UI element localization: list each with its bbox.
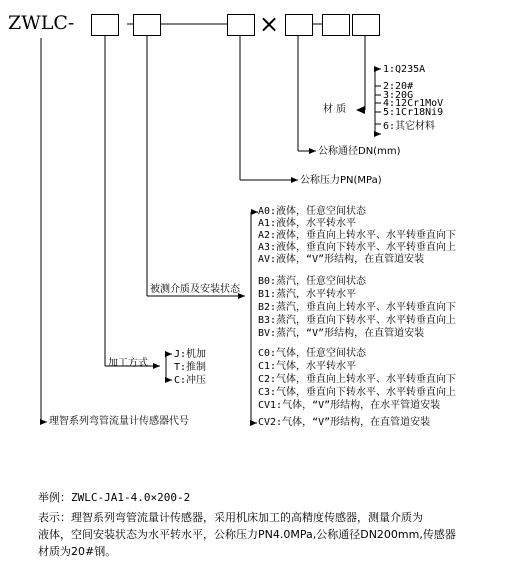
code-box-medium xyxy=(227,14,255,36)
material-option: 3:20G xyxy=(383,90,414,101)
medium-option: C1:气体，水平转水平 xyxy=(258,361,357,372)
medium-option: B3:蒸汽，垂直向下转水平、水平转垂直向上 xyxy=(258,315,457,326)
medium-option: A2:液体，垂直向上转水平、水平转垂直向下 xyxy=(258,230,457,241)
medium-label: 被测介质及安装状态 xyxy=(150,284,240,295)
nominal-pressure-label: 公称压力PN(MPa) xyxy=(300,175,382,186)
medium-option: CV1:气体，“V”形结构，在水平管道安装 xyxy=(258,400,441,411)
medium-option: B2:蒸汽，垂直向上转水平、水平转垂直向下 xyxy=(258,302,457,313)
processing-label: 加工方式 xyxy=(108,358,148,369)
material-option: 5:1Cr18Ni9 xyxy=(383,107,444,118)
medium-option: A0:液体，任意空间状态 xyxy=(258,206,367,217)
model-prefix: ZWLC- xyxy=(8,12,75,34)
material-label: 材 质 xyxy=(323,104,347,115)
medium-option: C0:气体，任意空间状态 xyxy=(258,348,367,359)
medium-option: C3:气体，垂直向下转水平、水平转垂直向上 xyxy=(258,387,457,398)
material-option: 6:其它材料 xyxy=(383,121,436,132)
description-line: 表示：理智系列弯管流量计传感器，采用机床加工的高精度传感器，测量介质为 xyxy=(38,511,423,524)
medium-option: C2:气体，垂直向上转水平、水平转垂直向下 xyxy=(258,374,457,385)
code-box-pressure xyxy=(285,14,313,36)
processing-option: J:机加 xyxy=(174,349,207,360)
medium-option: A1:液体，水平转水平 xyxy=(258,218,357,229)
nominal-diameter-label: 公称通径DN(mm) xyxy=(318,146,401,157)
medium-option: BV:蒸汽，“V”形结构，在直管道安装 xyxy=(258,328,425,339)
material-option: 4:12Cr1MoV xyxy=(383,98,444,109)
processing-option: C:冲压 xyxy=(174,375,207,386)
medium-option: A3:液体，垂直向下转水平、水平转垂直向上 xyxy=(258,242,457,253)
medium-option: B0:蒸汽，任意空间状态 xyxy=(258,276,367,287)
medium-option: B1:蒸汽，水平转水平 xyxy=(258,289,357,300)
processing-option: T:推制 xyxy=(174,362,207,373)
material-option: 2:20# xyxy=(383,81,414,92)
multiply-sign: × xyxy=(259,10,280,38)
medium-option: CV2:气体，“V”形结构，在直管道安装 xyxy=(258,417,431,428)
description-line: 材质为20#钢。 xyxy=(38,545,117,558)
sensor-code-label: 理智系列弯管流量计传感器代号 xyxy=(49,416,189,427)
code-box-processing xyxy=(133,14,161,36)
code-box-material xyxy=(352,14,380,36)
medium-option: AV:液体，“V”形结构，在直管道安装 xyxy=(258,254,425,265)
description-line: 液体，空间安装状态为水平转水平，公称压力PN4.0MPa,公称通径DN200mm,传感器 xyxy=(38,528,456,541)
example-text: 举例：ZWLC-JA1-4.0×200-2 xyxy=(38,491,191,504)
code-box-diameter xyxy=(322,14,350,36)
code-box-sensor xyxy=(91,14,119,36)
material-option: 1:Q235A xyxy=(383,64,426,75)
